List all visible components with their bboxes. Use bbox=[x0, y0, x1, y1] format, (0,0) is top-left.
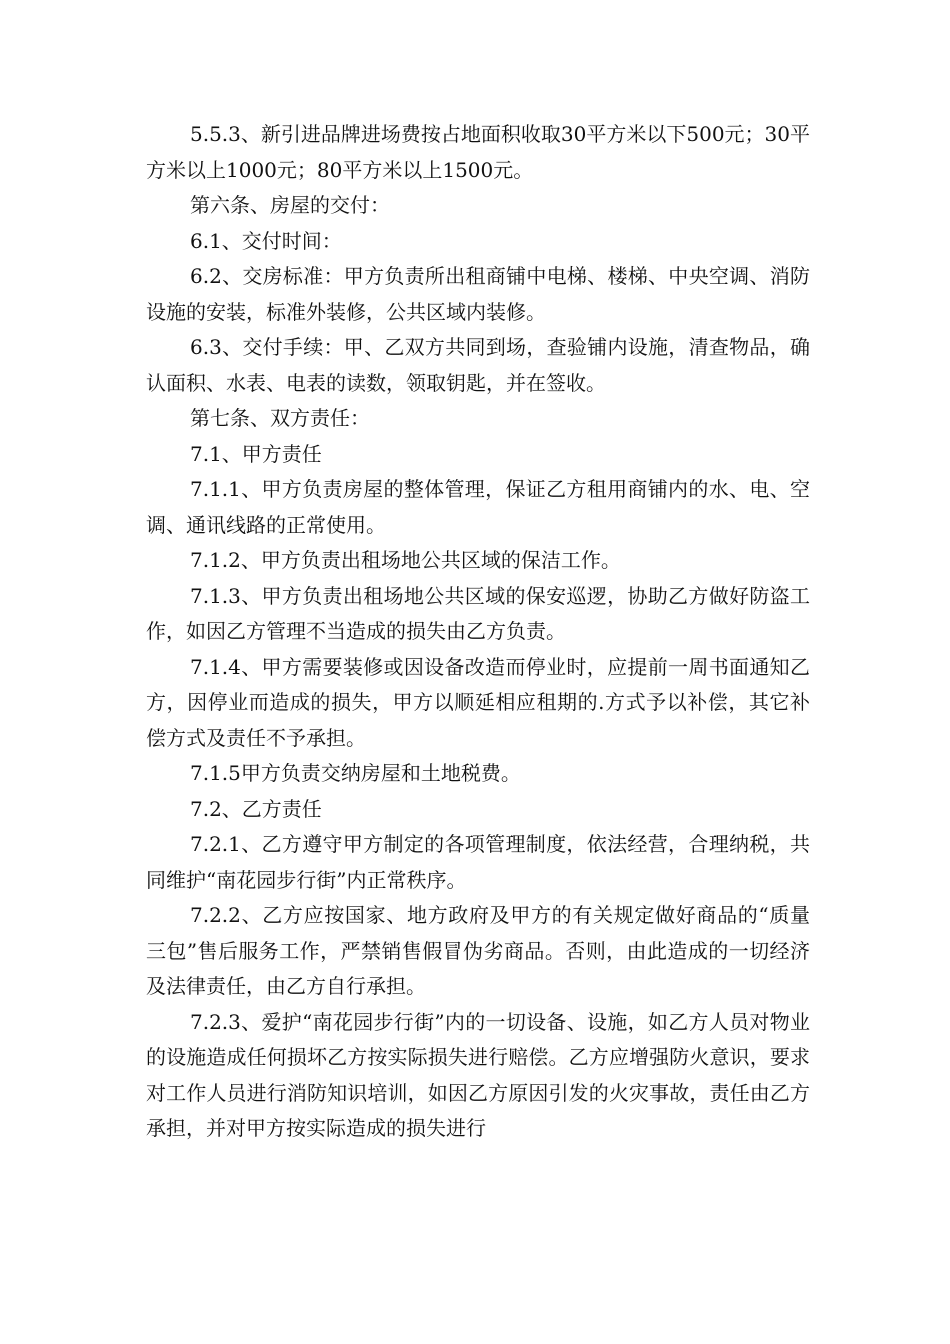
clause-7-2-2: 7.2.2、乙方应按国家、地方政府及甲方的有关规定做好商品的“质量三包”售后服务工作，严禁销售假冒伪劣商品。否则，由此造成的一切经济及法律责任，由乙方自行承担。 bbox=[146, 903, 810, 998]
clause-7-2-1: 7.2.1、乙方遵守甲方制定的各项管理制度，依法经营，合理纳税，共同维护“南花园步行街”内正常秩序。 bbox=[146, 832, 810, 892]
clause-7-1-5: 7.1.5甲方负责交纳房屋和土地税费。 bbox=[190, 761, 521, 785]
article-6-heading: 第六条、房屋的交付： bbox=[190, 193, 390, 217]
clause-7-1: 7.1、甲方责任 bbox=[190, 441, 322, 466]
clause-7-1-2: 7.1.2、甲方负责出租场地公共区域的保洁工作。 bbox=[190, 548, 621, 572]
article-7-heading: 第七条、双方责任： bbox=[190, 406, 370, 430]
clause-7-1-4: 7.1.4、甲方需要装修或因设备改造而停业时，应提前一周书面通知乙方，因停业而造成的损失，甲方以顺延相应租期的.方式予以补偿，其它补偿方式及责任不予承担。 bbox=[146, 654, 810, 750]
clause-6-2: 6.2、交房标准：甲方负责所出租商铺中电梯、楼梯、中央空调、消防设施的安装，标准外装修，公共区域内装修。 bbox=[146, 264, 810, 324]
clause-7-1-3: 7.1.3、甲方负责出租场地公共区域的保安巡逻，协助乙方做好防盗工作，如因乙方管理不当造成的损失由乙方负责。 bbox=[146, 583, 810, 643]
clause-5-5-3: 5.5.3、新引进品牌进场费按占地面积收取30平方米以下500元；30平方米以上1000元；80平方米以上1500元。 bbox=[146, 122, 810, 182]
document-page bbox=[146, 117, 810, 1147]
clause-6-3: 6.3、交付手续：甲、乙双方共同到场，查验铺内设施，清查物品，确认面积、水表、电表的读数，领取钥匙，并在签收。 bbox=[146, 335, 810, 395]
clause-7-1-1: 7.1.1、甲方负责房屋的整体管理，保证乙方租用商铺内的水、电、空调、通讯线路的正常使用。 bbox=[146, 477, 810, 537]
clause-7-2: 7.2、乙方责任 bbox=[190, 796, 322, 821]
clause-7-2-3: 7.2.3、爱护“南花园步行街”内的一切设备、设施，如乙方人员对物业的设施造成任何损坏乙方按实际损失进行赔偿。乙方应增强防火意识，要求对工作人员进行消防知识培训，如因乙方原因引发的火灾事故，责任由乙方承担，并对甲方按实际造成的损失进行 bbox=[146, 1009, 810, 1140]
clause-6-1: 6.1、交付时间： bbox=[190, 228, 342, 253]
